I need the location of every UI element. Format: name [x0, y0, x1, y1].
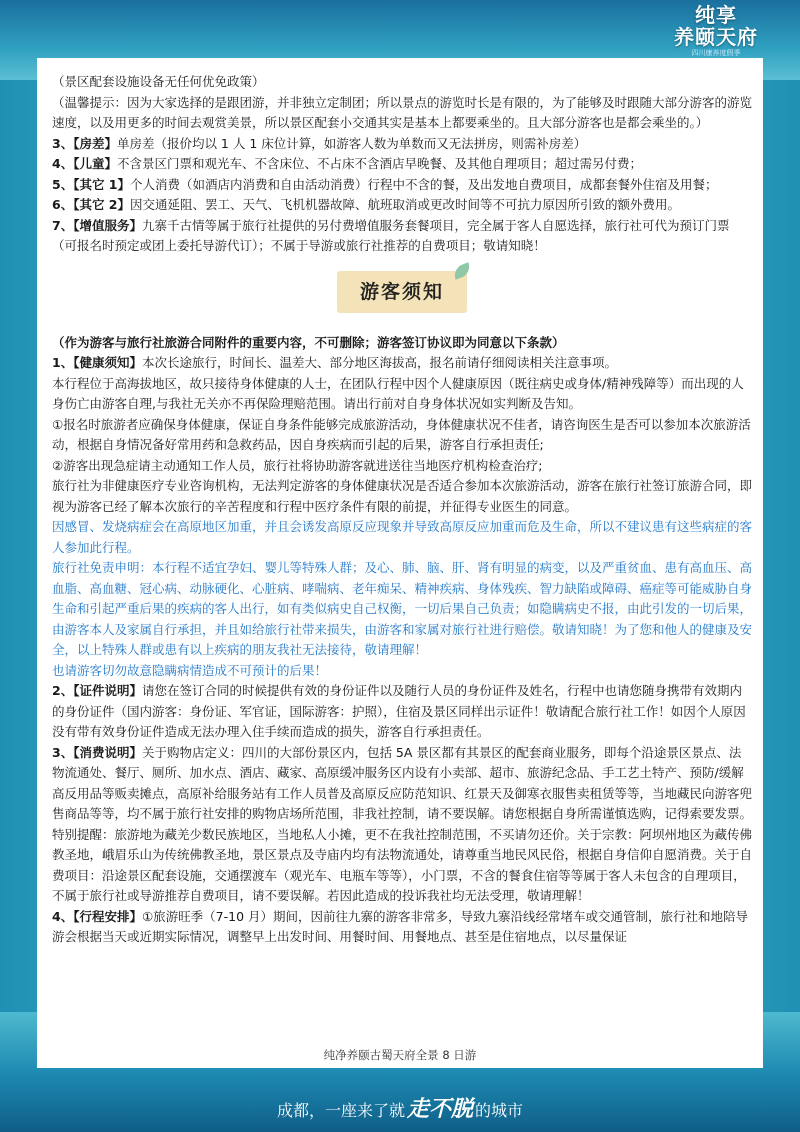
schedule-text: ①旅游旺季（7-10 月）期间，因前往九寨的游客非常多，导致九寨沿线经常堵车或交通管制，旅行社和地陪导游会根据当天或近期实际情况，调整早上出发时间、用餐时间、用餐地点、甚至是住宿地点，以尽量保证 [52, 908, 749, 944]
health-line2: 本行程位于高海拔地区，故只接待身体健康的人士，在团队行程中因个人健康原因（既往病史或身体/精神残障等）而出现的人身伤亡由游客自理,与我社无关亦不再保险理赔范围。请出行前对自身身体状况如实判断及告知。 [52, 375, 744, 411]
item-label: 3、【房差】 [52, 135, 117, 151]
health-disclaimer: 旅行社免责申明：本行程不适宜孕妇、婴儿等特殊人群；及心、肺、脑、肝、肾有明显的病变，以及严重贫血、患有高血压、高血脂、高血糖、冠心病、动脉硬化、心脏病、哮喘病、老年痴呆、精神疾病、身体残疾、智力缺陷或障碍、癌症等可能威胁自身生命和引起严重后果的疾病的客人出行，如有类似病史自己权衡，一切后果自己负责；如隐瞒病史不报，由此引发的一切后果，由游客本人及家属自行承担，并且如给旅行社带来损失，由游客和家属对旅行社进行赔偿。敬请知晓！为了您和他人的健康及安全，以上特殊人群或患有以上疾病的朋友我社无法接待，敬请理解！ [52, 560, 753, 657]
shopping-label: 3、【消费说明】 [52, 744, 142, 760]
health-line1: 本次长途旅行，时间长、温差大、部分地区海拔高，报名前请仔细阅读相关注意事项。 [141, 355, 617, 370]
item-label: 6、【其它 2】 [52, 197, 130, 212]
item-text: 九寨千古情等属于旅行社提供的另付费增值服务套餐项目，完全属于客人自愿选择，旅行社可代为预订门票（可报名时预定或团上委托导游代订）；不属于导游或旅行社推荐的自费项目；敬请知晓！ [52, 217, 730, 253]
item-children [52, 154, 752, 175]
item-other-2 [52, 195, 752, 216]
paragraph-facilities-note: （景区配套设施设备无任何优免政策） [52, 74, 265, 89]
item-other-1 [52, 175, 752, 196]
item-label: 7、【增值服务】 [52, 217, 142, 233]
item-label: 4、【儿童】 [52, 156, 117, 171]
item-room-difference [52, 134, 752, 155]
health-warning-conceal: 也请游客切勿故意隐瞒病情造成不可预计的后果！ [52, 662, 328, 678]
slogan-suffix: 的城市 [475, 1101, 524, 1120]
shopping-text: 关于购物店定义：四川的大部份景区内，包括 5A 景区都有其景区的配套商业服务，即每个沿途景区景点、法物流通处、餐厅、厕所、加水点、酒店、藏家、高原缓冲服务区内设有小卖部、超市、旅游纪念品、手工艺土特产、预防/缓解高反用品等贩卖摊点，高原补给服务站有工作人员普及高原反应防范知识、红景天及御寒衣服售卖租赁等等，当地藏民向游客兜售商品等等，均不属于旅行社安排的购物店场所范围，非我社控制，请不要误解。请您根据自身所需谨慎选购，记得索要发票。特别提醒：旅游地为藏羌少数民族地区，当地私人小摊，更不在我社控制范围，不买请勿还价。关于宗教：阿坝州地区为藏传佛教圣地，峨眉乐山为传统佛教圣地，景区景点及寺庙内均有法物流通处，请尊重当地民风民俗，根据自身信仰自愿消费。关于自费项目：沿途景区配套设施，交通摆渡车（观光车、电瓶车等等），小门票，不含的餐食住宿等等属于客人未包含的自理项目，不属于旅行社或导游推荐自费项目，请不要误解。若因此造成的投诉我社均无法受理，敬请理解！ [52, 744, 753, 903]
document-body [52, 72, 752, 948]
slogan-prefix: 成都，一座来了就 [276, 1101, 405, 1120]
health-intro [52, 353, 752, 374]
section-heading-wrap [52, 271, 752, 321]
item-text: 不含景区门票和观光车、不含床位、不占床不含酒店早晚餐、及其他自理项目；超过需另付费； [116, 156, 642, 171]
slogan-emphasis: 走不脱 [406, 1096, 473, 1122]
page-footer-title: 纯净养颐古蜀天府全景 8 日游 [323, 1048, 477, 1062]
paragraph-warm-tip: （温馨提示：因为大家选择的是跟团游，并非独立定制团；所以景点的游览时长是有限的，为了能够及时跟随大部分游客的游览速度，以及用更多的时间去观赏美景，所以景区配套小交通其实是基本上都要乘坐的。且大部分游客也是都会乘坐的。） [52, 94, 753, 130]
health-line4: ②游客出现急症请主动通知工作人员，旅行社将协助游客就进送往当地医疗机构检查治疗; [52, 457, 543, 473]
item-value-added [52, 216, 752, 257]
id-section [52, 681, 752, 743]
id-label: 2、【证件说明】 [52, 683, 142, 698]
item-label: 5、【其它 1】 [52, 176, 130, 192]
health-line5: 旅行社为非健康医疗专业咨询机构，无法判定游客的身体健康状况是否适合参加本次旅游活动，游客在旅行社签订旅游合同，即视为游客已经了解本次旅行的辛苦程度和行程中医疗条件有限的前提，并征得专业医生的同意。 [52, 478, 753, 514]
logo-subtitle: 四川康养度假季 [691, 49, 741, 57]
schedule-label: 4、【行程安排】 [52, 908, 142, 924]
logo-title-line1: 纯享 [695, 3, 737, 27]
shopping-section [52, 743, 752, 907]
section-heading-text: 游客须知 [359, 280, 444, 303]
leaf-icon [451, 262, 472, 279]
brand-logo [656, 3, 776, 57]
notice-intro: （作为游客与旅行社旅游合同附件的重要内容，不可删除；游客签订协议即为同意以下条款） [52, 334, 565, 350]
schedule-section [52, 907, 752, 948]
id-text: 请您在签订合同的时候提供有效的身份证件以及随行人员的身份证件及姓名，行程中也请您随身携带有效期内的身份证件（国内游客：身份证、军官证，国际游客：护照），住宿及景区同样出示证件！敬请配合旅行社工作！如因个人原因没有带有效身份证件造成无法办理入住手续而造成的损失，游客自行承担责任。 [52, 683, 746, 739]
logo-title-line2: 养颐天府 [674, 25, 758, 49]
health-line3: ①报名时旅游者应确保身体健康，保证自身条件能够完成旅游活动，身体健康状况不佳者，请咨询医生是否可以参加本次旅游活动，根据自身情况备好常用药和急救药品，因自身疾病而引起的后果，游客自行承担责任; [52, 416, 751, 452]
health-label: 1、【健康须知】 [52, 355, 142, 370]
item-text: 因交通延阻、罢工、天气、飞机机器故障、航班取消或更改时间等不可抗力原因所引致的额外费用。 [130, 197, 681, 212]
section-heading [337, 271, 467, 313]
item-text: 单房差（报价均以 1 人 1 床位计算，如游客人数为单数而又无法拼房，则需补房差） [116, 135, 587, 151]
item-text: 个人消费（如酒店内消费和自由活动消费）行程中不含的餐，及出发地自费项目，成都套餐外住宿及用餐； [130, 176, 718, 192]
slogan [0, 1092, 800, 1123]
health-warning-cold: 因感冒、发烧病症会在高原地区加重，并且会诱发高原反应现象并导致高原反应加重而危及生命，所以不建议患有这些病症的客人参加此行程。 [52, 519, 753, 555]
